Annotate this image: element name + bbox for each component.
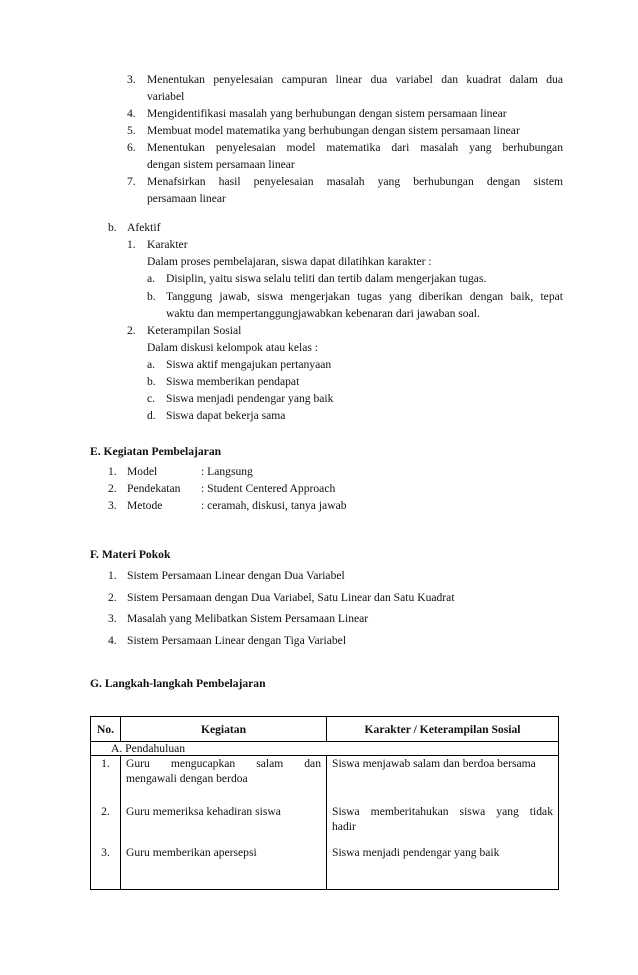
row-karakter	[327, 804, 559, 845]
list-number: 6.	[127, 141, 136, 154]
list-item-text: Membuat model matematika yang berhubungan dengan sistem persamaan linear	[147, 124, 520, 137]
karakter-line: Siswa menjadi pendengar yang baik	[332, 846, 500, 859]
list-number: 3.	[108, 499, 117, 512]
list-number: 2.	[108, 591, 117, 604]
column-header-karakter: Karakter / Keterampilan Sosial	[327, 717, 559, 742]
list-item-text: waktu dan mempertanggungjawabkan kebenaran dari jawaban soal.	[166, 307, 480, 320]
list-number: 3.	[108, 612, 117, 625]
list-letter: b.	[147, 290, 156, 303]
karakter-line: Siswa menjawab salam dan berdoa bersama	[332, 757, 536, 770]
row-number: 2.	[91, 804, 121, 845]
list-item-text: Sistem Persamaan Linear dengan Tiga Variabel	[127, 634, 347, 647]
intro-text: Dalam proses pembelajaran, siswa dapat dilatihkan karakter :	[147, 255, 432, 268]
list-letter: c.	[147, 392, 156, 405]
section-label: A. Pendahuluan	[91, 742, 559, 756]
list-number: 2.	[127, 324, 136, 337]
list-item-text: persamaan linear	[147, 192, 226, 205]
subsection-title: Karakter	[147, 238, 188, 251]
kegiatan-line: Guru mengucapkan salam dan	[126, 757, 321, 770]
section-heading: E. Kegiatan Pembelajaran	[90, 445, 222, 458]
karakter-line: Siswa memberitahukan siswa yang tidak	[332, 805, 553, 818]
list-number: 1.	[108, 569, 117, 582]
item-key: Metode	[127, 499, 163, 512]
item-key: Pendekatan	[127, 482, 181, 495]
list-number: 5.	[127, 124, 136, 137]
list-item-text: Sistem Persamaan Linear dengan Dua Variabel	[127, 569, 345, 582]
list-item-text: Siswa menjadi pendengar yang baik	[166, 392, 334, 405]
section-heading: F. Materi Pokok	[90, 548, 171, 561]
row-kegiatan	[121, 804, 327, 845]
section-title: Afektif	[127, 221, 161, 234]
list-item-text: Menentukan penyelesaian campuran linear dua variabel dan kuadrat dalam dua	[147, 73, 563, 86]
row-kegiatan	[121, 756, 327, 805]
subsection-title: Keterampilan Sosial	[147, 324, 242, 337]
table-header-row	[91, 717, 559, 742]
table-row	[91, 845, 559, 890]
list-number: 1.	[108, 465, 117, 478]
row-number: 3.	[91, 845, 121, 890]
list-letter: b.	[147, 375, 156, 388]
table-row	[91, 804, 559, 845]
list-item-text: dengan sistem persamaan linear	[147, 158, 295, 171]
table-section-row	[91, 742, 559, 756]
list-item-text: Disiplin, yaitu siswa selalu teliti dan tertib dalam mengerjakan tugas.	[166, 272, 487, 285]
list-item-text: Siswa aktif mengajukan pertanyaan	[166, 358, 332, 371]
item-value: : Student Centered Approach	[201, 482, 336, 495]
list-item-text: Tanggung jawab, siswa mengerjakan tugas yang diberikan dengan baik, tepat	[166, 290, 563, 303]
item-value: : Langsung	[201, 465, 253, 478]
list-item-text: Mengidentifikasi masalah yang berhubungan dengan sistem persamaan linear	[147, 107, 507, 120]
list-item-text: Sistem Persamaan dengan Dua Variabel, Satu Linear dan Satu Kuadrat	[127, 591, 455, 604]
column-header-kegiatan: Kegiatan	[121, 717, 327, 742]
row-karakter	[327, 845, 559, 890]
list-letter: a.	[147, 358, 156, 371]
row-kegiatan	[121, 845, 327, 890]
section-heading: G. Langkah-langkah Pembelajaran	[90, 677, 266, 690]
list-number: 2.	[108, 482, 117, 495]
list-item-text: Menentukan penyelesaian model matematika dari masalah yang berhubungan	[147, 141, 563, 154]
section-letter: b.	[108, 221, 117, 234]
kegiatan-line: mengawali dengan berdoa	[126, 772, 248, 785]
karakter-line: hadir	[332, 820, 356, 833]
column-header-no: No.	[91, 717, 121, 742]
list-number: 7.	[127, 175, 136, 188]
kegiatan-line: Guru memeriksa kehadiran siswa	[126, 805, 281, 818]
list-item-text: variabel	[147, 90, 185, 103]
list-letter: d.	[147, 409, 156, 422]
activity-table	[90, 716, 559, 890]
row-karakter	[327, 756, 559, 805]
list-item-text: Siswa dapat bekerja sama	[166, 409, 286, 422]
list-number: 3.	[127, 73, 136, 86]
list-item-text: Masalah yang Melibatkan Sistem Persamaan Linear	[127, 612, 369, 625]
intro-text: Dalam diskusi kelompok atau kelas :	[147, 341, 318, 354]
kegiatan-line: Guru memberikan apersepsi	[126, 846, 257, 859]
list-number: 4.	[108, 634, 117, 647]
item-key: Model	[127, 465, 158, 478]
list-item-text: Siswa memberikan pendapat	[166, 375, 300, 388]
list-number: 1.	[127, 238, 136, 251]
list-number: 4.	[127, 107, 136, 120]
list-letter: a.	[147, 272, 156, 285]
item-value: : ceramah, diskusi, tanya jawab	[201, 499, 347, 512]
row-number: 1.	[91, 756, 121, 805]
list-item-text: Menafsirkan hasil penyelesaian masalah yang berhubungan dengan sistem	[147, 175, 563, 188]
table-row	[91, 756, 559, 805]
